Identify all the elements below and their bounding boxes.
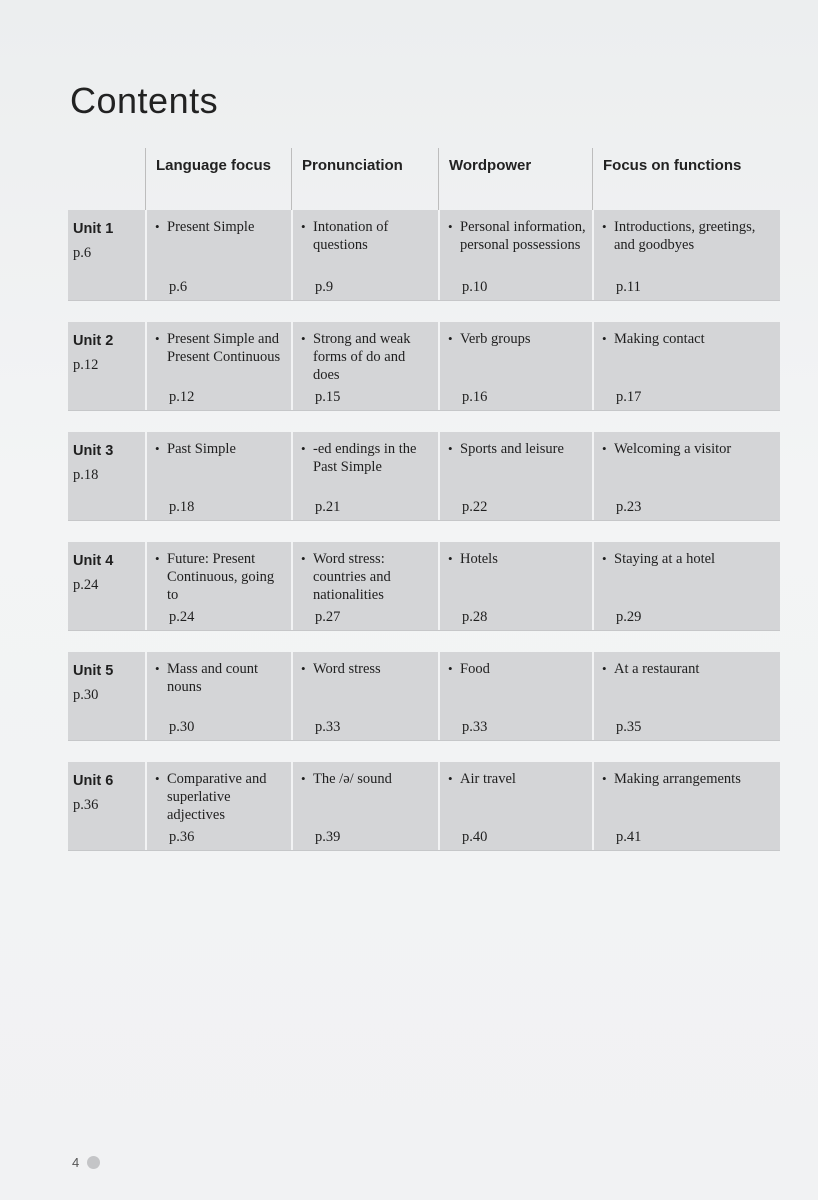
functions-topic: Welcoming a visitor xyxy=(614,441,732,457)
language-topic: Present Simple and Present Continuous xyxy=(167,331,281,365)
wordpower-topic: Food xyxy=(460,661,490,677)
language-page: p.18 xyxy=(169,499,195,515)
pronunciation-page: p.27 xyxy=(315,609,341,625)
unit-row xyxy=(68,652,780,740)
unit-row xyxy=(68,210,780,300)
bullet-icon: • xyxy=(448,551,453,566)
bullet-icon: • xyxy=(602,331,607,346)
unit-cell xyxy=(68,210,145,300)
wordpower-cell xyxy=(438,210,592,300)
bullet-icon: • xyxy=(155,661,160,676)
bullet-icon: • xyxy=(301,331,306,346)
functions-page: p.29 xyxy=(616,609,642,625)
bullet-icon: • xyxy=(602,771,607,786)
page-footer xyxy=(72,1155,100,1170)
bullet-icon: • xyxy=(155,331,160,346)
bullet-icon: • xyxy=(301,441,306,456)
bullet-icon: • xyxy=(448,441,453,456)
pronunciation-page: p.33 xyxy=(315,719,341,735)
functions-topic: At a restaurant xyxy=(614,661,700,677)
language-cell xyxy=(145,762,291,850)
unit-cell xyxy=(68,322,145,410)
language-cell xyxy=(145,322,291,410)
unit-cell xyxy=(68,432,145,520)
functions-page: p.41 xyxy=(616,829,642,845)
bullet-icon: • xyxy=(448,771,453,786)
bullet-icon: • xyxy=(602,441,607,456)
language-page: p.30 xyxy=(169,719,195,735)
pronunciation-cell xyxy=(291,762,438,850)
unit-row xyxy=(68,432,780,520)
language-page: p.36 xyxy=(169,829,195,845)
language-cell xyxy=(145,210,291,300)
bullet-icon: • xyxy=(301,219,306,234)
pronunciation-cell xyxy=(291,322,438,410)
unit-page: p.24 xyxy=(73,577,99,593)
unit-cell xyxy=(68,652,145,740)
functions-cell xyxy=(592,210,780,300)
language-cell xyxy=(145,542,291,630)
wordpower-topic: Hotels xyxy=(460,551,498,567)
bullet-icon: • xyxy=(155,441,160,456)
pronunciation-cell xyxy=(291,210,438,300)
header-language-focus: Language focus xyxy=(145,148,291,210)
wordpower-cell xyxy=(438,652,592,740)
unit-label: Unit 2 xyxy=(73,333,114,349)
bullet-icon: • xyxy=(155,771,160,786)
functions-cell xyxy=(592,432,780,520)
wordpower-cell xyxy=(438,762,592,850)
bullet-icon: • xyxy=(301,661,306,676)
page-dot-icon xyxy=(87,1156,100,1169)
pronunciation-page: p.15 xyxy=(315,389,341,405)
pronunciation-page: p.39 xyxy=(315,829,341,845)
functions-topic: Introductions, greetings, and goodbyes xyxy=(614,219,756,253)
unit-label: Unit 6 xyxy=(73,773,114,789)
wordpower-topic: Verb groups xyxy=(460,331,531,347)
pronunciation-cell xyxy=(291,652,438,740)
unit-page: p.36 xyxy=(73,797,99,813)
contents-table xyxy=(68,148,780,872)
language-cell xyxy=(145,652,291,740)
bullet-icon: • xyxy=(448,219,453,234)
unit-page: p.12 xyxy=(73,357,99,373)
pronunciation-topic: Word stress: countries and nationalities xyxy=(313,551,391,603)
bullet-icon: • xyxy=(155,551,160,566)
wordpower-topic: Sports and leisure xyxy=(460,441,564,457)
pronunciation-cell xyxy=(291,432,438,520)
bullet-icon: • xyxy=(602,551,607,566)
wordpower-page: p.40 xyxy=(462,829,488,845)
language-page: p.24 xyxy=(169,609,195,625)
functions-topic: Staying at a hotel xyxy=(614,551,716,567)
unit-label: Unit 4 xyxy=(73,553,114,569)
wordpower-page: p.28 xyxy=(462,609,488,625)
unit-page: p.18 xyxy=(73,467,99,483)
bullet-icon: • xyxy=(301,551,306,566)
functions-cell xyxy=(592,542,780,630)
header-pronunciation: Pronunciation xyxy=(291,148,438,210)
wordpower-cell xyxy=(438,432,592,520)
wordpower-page: p.22 xyxy=(462,499,488,515)
pronunciation-topic: -ed endings in the Past Simple xyxy=(313,441,417,475)
bullet-icon: • xyxy=(602,219,607,234)
pronunciation-topic: Word stress xyxy=(313,661,381,677)
functions-topic: Making arrangements xyxy=(614,771,741,787)
unit-page: p.30 xyxy=(73,687,99,703)
table-header xyxy=(68,148,780,210)
unit-page: p.6 xyxy=(73,245,92,261)
wordpower-page: p.16 xyxy=(462,389,488,405)
language-topic: Future: Present Continuous, going to xyxy=(167,551,275,603)
language-page: p.12 xyxy=(169,389,195,405)
wordpower-topic: Air travel xyxy=(460,771,516,787)
page-title: Contents xyxy=(70,80,219,121)
unit-row xyxy=(68,322,780,410)
pronunciation-topic: Intonation of questions xyxy=(313,219,389,253)
functions-cell xyxy=(592,652,780,740)
header-wordpower: Wordpower xyxy=(438,148,592,210)
functions-cell xyxy=(592,762,780,850)
functions-page: p.11 xyxy=(616,279,641,295)
page-number: 4 xyxy=(72,1155,80,1170)
unit-cell xyxy=(68,762,145,850)
unit-row xyxy=(68,542,780,630)
functions-topic: Making contact xyxy=(614,331,705,347)
pronunciation-page: p.21 xyxy=(315,499,341,515)
wordpower-page: p.33 xyxy=(462,719,488,735)
bullet-icon: • xyxy=(155,219,160,234)
wordpower-page: p.10 xyxy=(462,279,488,295)
unit-label: Unit 5 xyxy=(73,663,114,679)
bullet-icon: • xyxy=(448,331,453,346)
unit-row xyxy=(68,762,780,850)
bullet-icon: • xyxy=(448,661,453,676)
pronunciation-page: p.9 xyxy=(315,279,334,295)
bullet-icon: • xyxy=(301,771,306,786)
language-topic: Mass and count nouns xyxy=(167,661,259,695)
bullet-icon: • xyxy=(602,661,607,676)
wordpower-cell xyxy=(438,322,592,410)
language-page: p.6 xyxy=(169,279,188,295)
header-unit xyxy=(68,148,145,210)
wordpower-cell xyxy=(438,542,592,630)
pronunciation-topic: Strong and weak forms of do and does xyxy=(313,331,411,383)
functions-page: p.35 xyxy=(616,719,642,735)
unit-label: Unit 3 xyxy=(73,443,114,459)
functions-page: p.17 xyxy=(616,389,642,405)
language-topic: Comparative and superlative adjectives xyxy=(167,771,267,823)
language-topic: Past Simple xyxy=(167,441,236,457)
wordpower-topic: Personal information, personal possessions xyxy=(460,219,586,253)
pronunciation-topic: The /ə/ sound xyxy=(313,771,392,787)
functions-page: p.23 xyxy=(616,499,642,515)
header-focus-on-functions: Focus on functions xyxy=(592,148,780,210)
unit-label: Unit 1 xyxy=(73,221,114,237)
language-topic: Present Simple xyxy=(167,219,255,235)
pronunciation-cell xyxy=(291,542,438,630)
unit-cell xyxy=(68,542,145,630)
language-cell xyxy=(145,432,291,520)
functions-cell xyxy=(592,322,780,410)
